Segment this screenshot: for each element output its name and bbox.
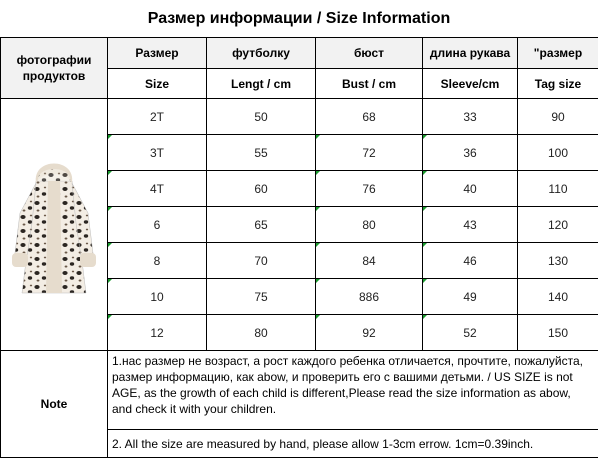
header-size-en: Size [108, 69, 207, 99]
product-photo [1, 99, 108, 351]
cell-tag: 130 [518, 243, 598, 279]
header-tag-en: Tag size [518, 69, 598, 99]
cell-size: 10 [108, 279, 207, 315]
cell-bust: 80 [316, 207, 423, 243]
note-text-1: 1.нас размер не возраст, а рост каждого ребенка отличается, прочтите, пожалуйста, размер информацию, как abow, и проверить его с вашими детьми. / US SIZE is not AGE, as the growth of each child is different,Please read the size information as abow, and check it with your children. [108, 351, 598, 430]
table-row [1, 99, 598, 135]
cell-size: 12 [108, 315, 207, 351]
cell-tag: 100 [518, 135, 598, 171]
cell-size: 4T [108, 171, 207, 207]
cell-sleeve: 52 [423, 315, 518, 351]
note-label: Note [1, 351, 108, 458]
cell-length: 80 [207, 315, 316, 351]
cell-tag: 150 [518, 315, 598, 351]
cell-size: 3T [108, 135, 207, 171]
cell-bust: 72 [316, 135, 423, 171]
cell-tag: 90 [518, 99, 598, 135]
cell-length: 65 [207, 207, 316, 243]
cell-size: 6 [108, 207, 207, 243]
cell-sleeve: 49 [423, 279, 518, 315]
cell-bust: 76 [316, 171, 423, 207]
page-title: Размер информации / Size Information [0, 0, 598, 38]
header-sleeve-en: Sleeve/cm [423, 69, 518, 99]
cell-bust: 92 [316, 315, 423, 351]
leopard-coat-photo [6, 143, 102, 303]
cell-sleeve: 40 [423, 171, 518, 207]
cell-size: 8 [108, 243, 207, 279]
cell-bust: 886 [316, 279, 423, 315]
cell-sleeve: 36 [423, 135, 518, 171]
photo-column-header: фотографии продуктов [1, 38, 108, 99]
cell-size: 2T [108, 99, 207, 135]
cell-length: 75 [207, 279, 316, 315]
cell-tag: 140 [518, 279, 598, 315]
cell-tag: 120 [518, 207, 598, 243]
cell-sleeve: 33 [423, 99, 518, 135]
cell-sleeve: 43 [423, 207, 518, 243]
header-bust-en: Bust / cm [316, 69, 423, 99]
cell-bust: 84 [316, 243, 423, 279]
header-length-en: Lengt / cm [207, 69, 316, 99]
cell-sleeve: 46 [423, 243, 518, 279]
cell-length: 55 [207, 135, 316, 171]
header-sleeve-ru: длина рукава [423, 38, 518, 69]
cell-length: 60 [207, 171, 316, 207]
cell-tag: 110 [518, 171, 598, 207]
cell-length: 70 [207, 243, 316, 279]
cell-length: 50 [207, 99, 316, 135]
header-length-ru: футболку [207, 38, 316, 69]
header-size-ru: Размер [108, 38, 207, 69]
header-bust-ru: бюст [316, 38, 423, 69]
cell-bust: 68 [316, 99, 423, 135]
header-tag-ru: "размер [518, 38, 598, 69]
size-table [0, 37, 598, 458]
note-text-2: 2. All the size are measured by hand, please allow 1-3cm errow. 1cm=0.39inch. [108, 430, 598, 458]
